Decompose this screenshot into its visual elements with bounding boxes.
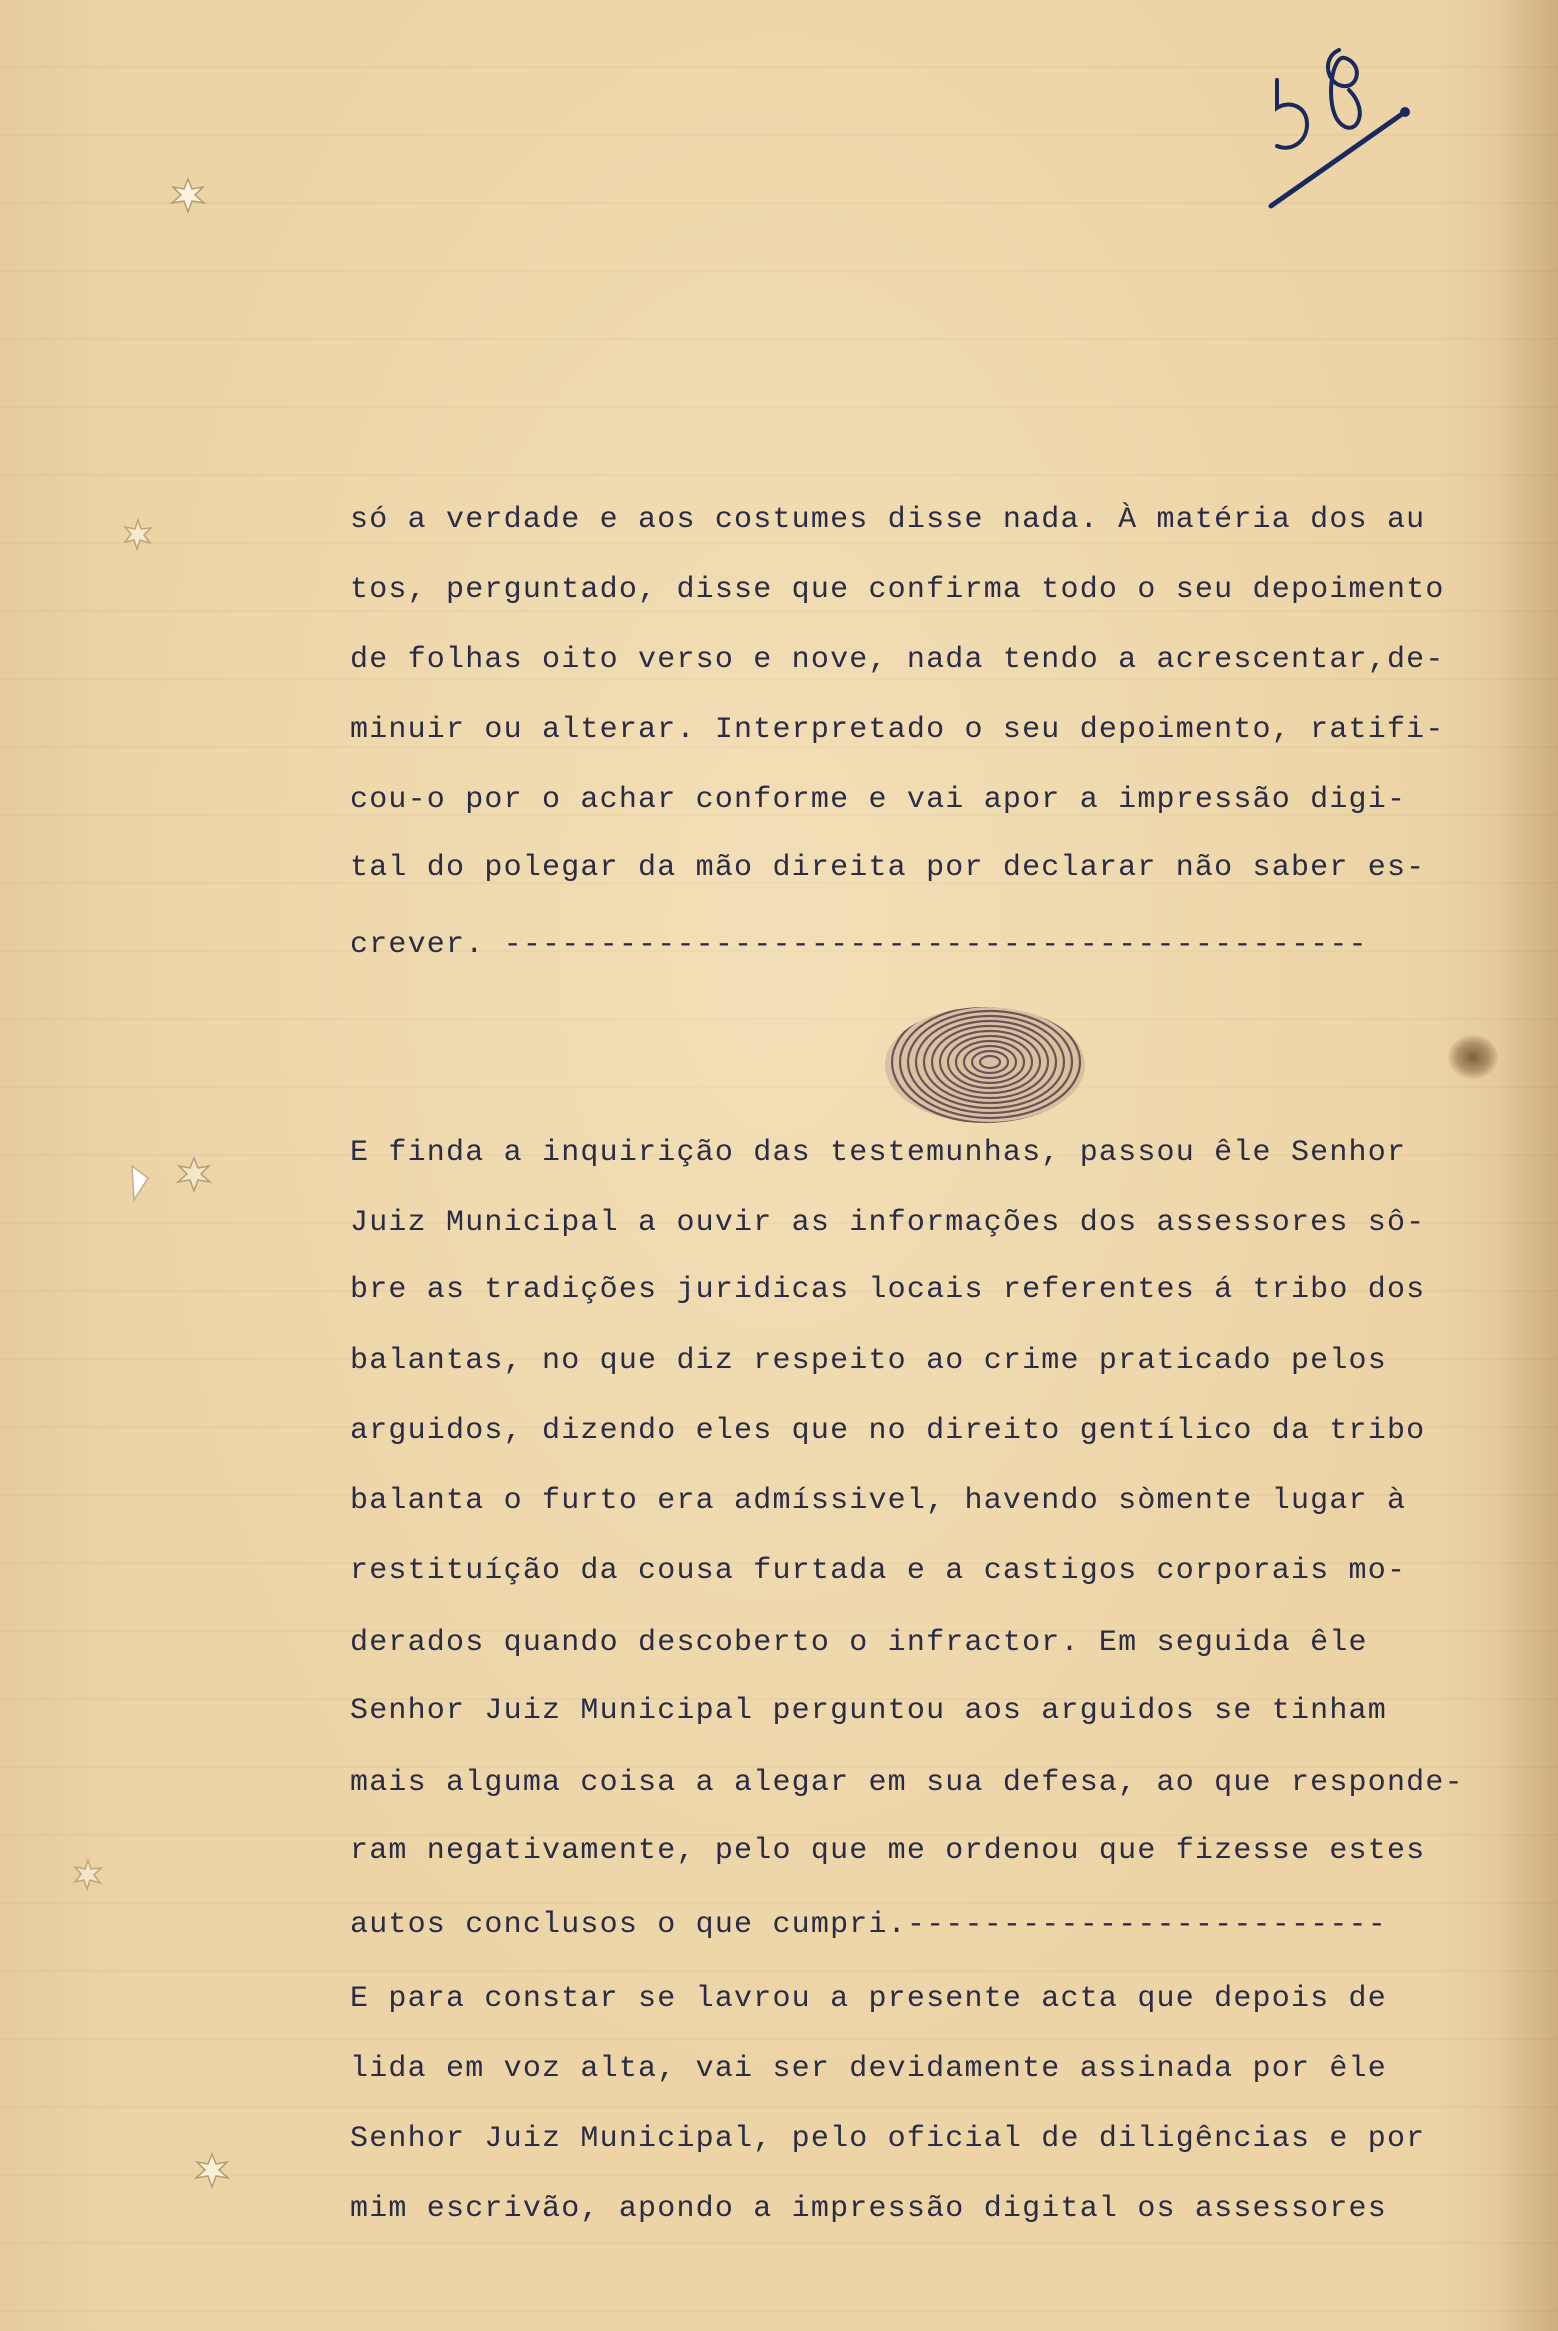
text-line: Senhor Juiz Municipal perguntou aos arguidos se tinham (350, 1694, 1387, 1728)
text-line: autos conclusos o que cumpri.------------------------- (350, 1908, 1387, 1942)
text-line: tal do polegar da mão direita por declarar não saber es- (350, 851, 1426, 885)
ink-smudge (1448, 1035, 1498, 1079)
edge-stain (1498, 0, 1558, 2331)
punch-hole-icon (166, 173, 210, 217)
text-line: mim escrivão, apondo a impressão digital os assessores (350, 2192, 1387, 2226)
text-line: cou-o por o achar conforme e vai apor a impressão digi- (350, 783, 1407, 817)
punch-hole-icon (190, 2148, 234, 2192)
thumbprint-image (880, 1000, 1090, 1130)
punch-hole-icon (66, 1852, 110, 1896)
punch-hole-icon (118, 1160, 162, 1204)
text-line: crever. --------------------------------------------- (350, 928, 1368, 962)
text-line: mais alguma coisa a alegar em sua defesa, ao que responde- (350, 1766, 1464, 1800)
text-line: balantas, no que diz respeito ao crime praticado pelos (350, 1344, 1387, 1378)
text-line: E para constar se lavrou a presente acta que depois de (350, 1982, 1387, 2016)
paragraph-3 (350, 1982, 1500, 2226)
punch-hole-icon (116, 512, 160, 556)
text-line: restituíção da cousa furtada e a castigos corporais mo- (350, 1554, 1407, 1588)
text-line: derados quando descoberto o infractor. Em seguida êle (350, 1626, 1368, 1660)
paragraph-1 (350, 503, 1500, 962)
text-line: só a verdade e aos costumes disse nada. À matéria dos au (350, 503, 1426, 537)
text-line: Juiz Municipal a ouvir as informações dos assessores sô- (350, 1206, 1426, 1240)
text-line: minuir ou alterar. Interpretado o seu depoimento, ratifi- (350, 713, 1445, 747)
handwritten-page-number-icon (1255, 20, 1435, 220)
text-line: ram negativamente, pelo que me ordenou que fizesse estes (350, 1834, 1426, 1868)
text-line: lida em voz alta, vai ser devidamente assinada por êle (350, 2052, 1387, 2086)
text-line: Senhor Juiz Municipal, pelo oficial de diligências e por (350, 2122, 1426, 2156)
punch-hole-icon (172, 1152, 216, 1196)
text-line: tos, perguntado, disse que confirma todo o seu depoimento (350, 573, 1445, 607)
text-line: bre as tradições juridicas locais referentes á tribo dos (350, 1273, 1426, 1307)
text-line: E finda a inquirição das testemunhas, passou êle Senhor (350, 1136, 1407, 1170)
text-line: arguidos, dizendo eles que no direito gentílico da tribo (350, 1414, 1426, 1448)
text-line: balanta o furto era admíssivel, havendo sòmente lugar à (350, 1484, 1407, 1518)
paragraph-2 (350, 1136, 1500, 1942)
text-line: de folhas oito verso e nove, nada tendo a acrescentar,de- (350, 643, 1445, 677)
page-number (1255, 20, 1435, 220)
